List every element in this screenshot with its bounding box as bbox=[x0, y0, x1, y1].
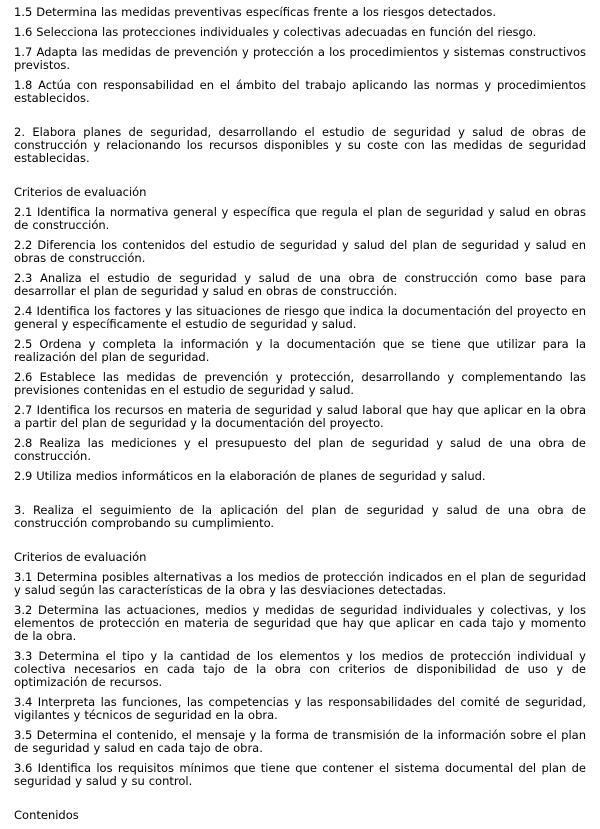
evaluation-criterion: 3.5 Determina el contenido, el mensaje y la forma de transmisión de la información sobre el plan de seguridad y salud en cada tajo de obra. bbox=[14, 728, 586, 755]
evaluation-criterion: 1.7 Adapta las medidas de prevención y protección a los procedimientos y sistemas constructivos previstos. bbox=[14, 45, 586, 72]
evaluation-criterion: 2.2 Diferencia los contenidos del estudio de seguridad y salud del plan de seguridad y salud en obras de construcción. bbox=[14, 238, 586, 265]
evaluation-criterion: 3.1 Determina posibles alternativas a los medios de protección indicados en el plan de seguridad y salud según las características de la obra y las desviaciones detectadas. bbox=[14, 570, 586, 597]
evaluation-criterion: 2.1 Identifica la normativa general y específica que regula el plan de seguridad y salud en obras de construcción. bbox=[14, 205, 586, 232]
section-spacer bbox=[14, 112, 586, 126]
evaluation-criterion: 2.6 Establece las medidas de prevención y protección, desarrollando y complementando las previsiones contenidas en el estudio de seguridad y salud. bbox=[14, 370, 586, 397]
section-heading: Contenidos bbox=[14, 808, 79, 822]
evaluation-criterion: 2.5 Ordena y completa la información y la documentación que se tiene que utilizar para la realización del plan de seguridad. bbox=[14, 337, 586, 364]
evaluation-criterion: 3.3 Determina el tipo y la cantidad de los elementos y los medios de protección individual y colectiva necesarios en cada tajo de la obra con criterios de disponibilidad de uso y de optimización de recursos. bbox=[14, 649, 586, 689]
evaluation-criterion: 3.2 Determina las actuaciones, medios y medidas de seguridad individuales y colectivas, y los elementos de protección en materia de seguridad que hay que aplicar en cada tajo y momento de la obra. bbox=[14, 603, 586, 643]
evaluation-criterion: 2.7 Identifica los recursos en materia de seguridad y salud laboral que hay que aplicar en la obra a partir del plan de seguridad y la documentación del proyecto. bbox=[14, 403, 586, 430]
evaluation-criterion: 1.5 Determina las medidas preventivas específicas frente a los riesgos detectados. bbox=[14, 5, 496, 19]
evaluation-criterion: 2.9 Utiliza medios informáticos en la elaboración de planes de seguridad y salud. bbox=[14, 469, 486, 483]
section-spacer bbox=[14, 795, 586, 809]
section-spacer bbox=[14, 490, 586, 504]
evaluation-criterion: 2.3 Analiza el estudio de seguridad y salud de una obra de construcción como base para desarrollar el plan de seguridad y salud en obras de construcción. bbox=[14, 271, 586, 298]
evaluation-criterion: 3.6 Identifica los requisitos mínimos que tiene que contener el sistema documental del plan de seguridad y salud y su control. bbox=[14, 761, 586, 788]
section-spacer bbox=[14, 537, 586, 551]
learning-objective: 2. Elabora planes de seguridad, desarrollando el estudio de seguridad y salud de obras de construcción y relacionando los recursos disponibles y su coste con las medidas de seguridad establecidas. bbox=[14, 125, 586, 165]
evaluation-criterion: 1.8 Actúa con responsabilidad en el ámbito del trabajo aplicando las normas y procedimientos establecidos. bbox=[14, 78, 586, 105]
evaluation-criterion: 2.4 Identifica los factores y las situaciones de riesgo que indica la documentación del proyecto en general y específicamente el estudio de seguridad y salud. bbox=[14, 304, 586, 331]
section-heading: Criterios de evaluación bbox=[14, 550, 147, 564]
document-body bbox=[14, 6, 586, 829]
section-spacer bbox=[14, 172, 586, 186]
learning-objective: 3. Realiza el seguimiento de la aplicación del plan de seguridad y salud de una obra de construcción comprobando su cumplimiento. bbox=[14, 503, 586, 530]
section-heading: Criterios de evaluación bbox=[14, 185, 147, 199]
evaluation-criterion: 2.8 Realiza las mediciones y el presupuesto del plan de seguridad y salud de una obra de construcción. bbox=[14, 436, 586, 463]
evaluation-criterion: 1.6 Selecciona las protecciones individuales y colectivas adecuadas en función del riesgo. bbox=[14, 25, 537, 39]
evaluation-criterion: 3.4 Interpreta las funciones, las competencias y las responsabilidades del comité de seguridad, vigilantes y técnicos de seguridad en la obra. bbox=[14, 695, 586, 722]
